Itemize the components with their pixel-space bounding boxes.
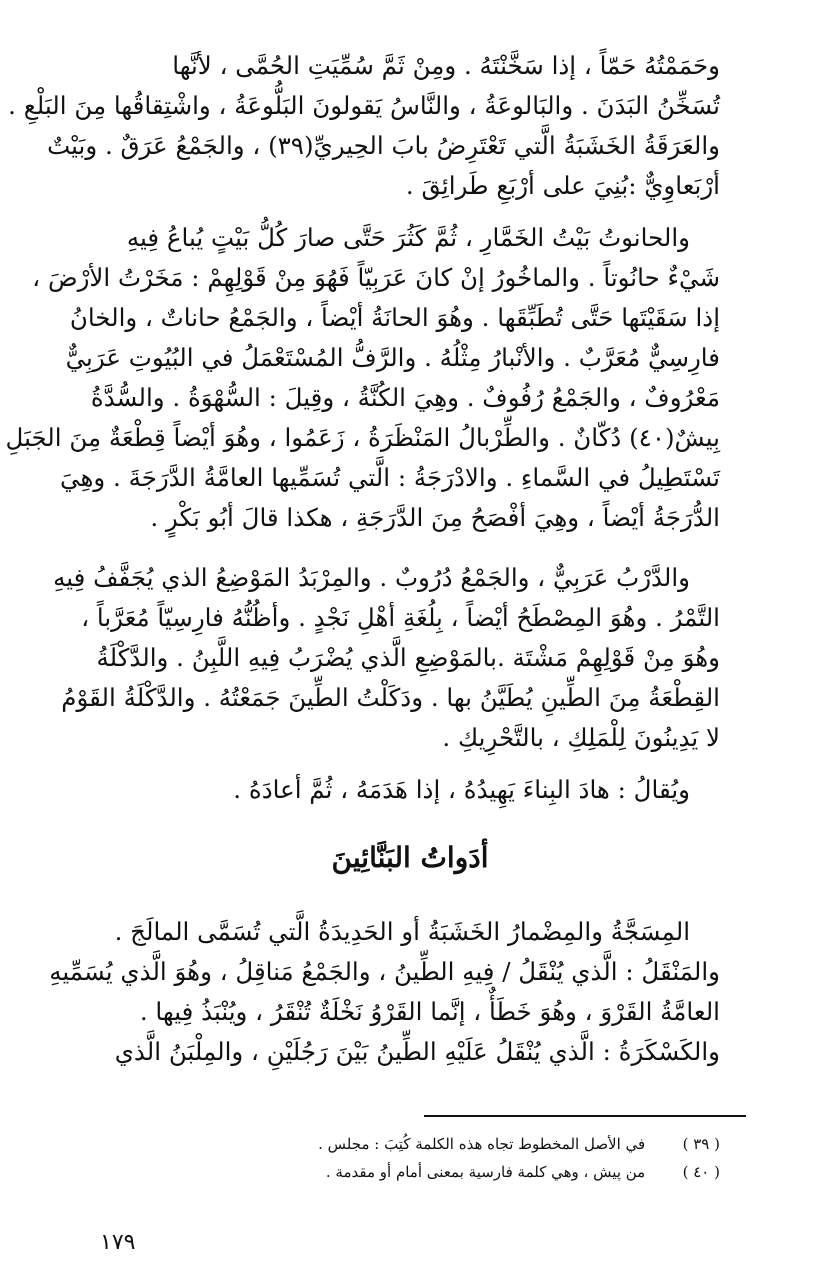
text-line: مَعْرُوفٌ ، والجَمْعُ رُفُوفٌ . وهِيَ الكُنَّةُ ، وقِيلَ : السُّهْوَةُ . والسُّدَّةُ bbox=[90, 383, 720, 412]
text-line: تُسَخِّنُ البَدَنَ . والبَالوعَةُ ، والنَّاسُ يَقولونَ البَلُّوعَةُ ، واشْتِقاقُها مِنَ البَلْعِ . bbox=[8, 91, 720, 120]
text-line: والكَسْكَرَةُ : الَّذي يُنْقَلُ عَلَيْهِ الطِّينُ بَيْنَ رَجُلَيْنِ ، والمِلْبَنُ الَّذي bbox=[114, 1037, 720, 1066]
section-heading: أدَواتُ البَنَّائِينَ bbox=[331, 841, 489, 874]
text-line: وهُوَ مِنْ قَوْلِهِمْ مَشْتَة .بالمَوْضِعِ الَّذي يُضْرَبُ فِيهِ اللَّبِنُ . والدَّكْلَةُ bbox=[96, 643, 720, 672]
text-line: والدَّرْبُ عَرَبِيٌّ ، والجَمْعُ دُرُوبٌ . والمِرْبَدُ المَوْضِعُ الذي يُجَفَّفُ فِيهِ bbox=[53, 563, 690, 592]
text-line: أرْبَعاوِيٌّ :بُنِيَ على أرْبَعِ طَرائِقَ . bbox=[405, 171, 720, 200]
paragraph-4 bbox=[100, 770, 720, 810]
footnote-divider bbox=[424, 1115, 746, 1117]
text-line: فارِسِيٌّ مُعَرَّبٌ . والأنْبارُ مِثْلُهُ . والرَّفُّ المُسْتَعْمَلُ في البُيُوتِ عَرَبِيٌّ bbox=[65, 343, 720, 372]
text-line: شَيْءٌ حانُوتاً . والماخُورُ إنْ كانَ عَرَبِيّاً فَهُوَ مِنْ قَوْلِهِمْ : مَخَرْتُ الأرْضَ ، bbox=[32, 263, 720, 292]
paragraph-1 bbox=[8, 46, 720, 206]
text-line: والحانوتُ بَيْتُ الخَمَّارِ ، ثُمَّ كَثُرَ حَتَّى صارَ كُلُّ بَيْتٍ يُباعُ فِيهِ bbox=[126, 223, 690, 252]
footnote-text: في الأصل المخطوط تجاه هذه الكلمة كُتِبَ : مجلس . bbox=[318, 1135, 646, 1153]
text-line: لا يَدِينُونَ لِلْمَلِكِ ، بالتَّحْرِيكِ . bbox=[442, 723, 720, 752]
footnotes bbox=[300, 1130, 720, 1186]
text-line: الدُّرَجَةُ أيْضاً ، وهِيَ أفْصَحُ مِنَ الدَّرَجَةِ ، هكذا قالَ أبُو بَكْرٍ . bbox=[150, 503, 720, 532]
text-line: التَّمْرُ . وهُوَ المِصْطَحُ أيْضاً ، بِلُغَةِ أهْلِ نَجْدٍ . وأظُنُّهُ فارِسِيّاً مُعَرَّباً ، bbox=[81, 603, 720, 632]
text-line: إذا سَقَيْتَها حَتَّى تُطَبِّقَها . وهُوَ الحانَةُ أيْضاً ، والجَمْعُ حاناتٌ ، والخانُ bbox=[69, 303, 720, 332]
text-line: المِسَجَّةُ والمِضْمارُ الخَشَبَةُ أو الحَدِيدَةُ الَّتي تُسَمَّى المالَجَ . bbox=[114, 917, 690, 946]
page-number: ١٧٩ bbox=[100, 1230, 136, 1255]
text-line: بِيشٌ(٤٠) دُكّانٌ . والطِّرْبالُ المَنْظَرَةُ ، زَعَمُوا ، وهُوَ أيْضاً قِطْعَةٌ مِنَ الجَبَلِ bbox=[5, 423, 720, 452]
text-line: وحَمَمْتُهُ حَمّاً ، إذا سَخَّنْتَهُ . ومِنْ ثَمَّ سُمِّيَتِ الحُمَّى ، لأنَّها bbox=[172, 51, 720, 80]
footnote bbox=[300, 1158, 720, 1186]
footnote-text: من پيش ، وهي كلمة فارسية بمعنى أمام أو مقدمة . bbox=[325, 1163, 646, 1181]
footnote-number: ( ٣٩ ) bbox=[682, 1135, 720, 1153]
text-line: والعَرَقَةُ الخَشَبَةُ الَّتي تَعْتَرِضُ بابَ الحِيريِّ(٣٩) ، والجَمْعُ عَرَقٌ . وبَيْتٌ bbox=[47, 131, 720, 160]
text-line: القِطْعَةُ مِنَ الطِّينِ يُطَيَّنُ بها . ودَكَلْتُ الطِّينَ جَمَعْتُهُ . والدَّكْلَةُ القَوْمُ bbox=[61, 683, 720, 712]
footnote bbox=[300, 1130, 720, 1158]
text-line: العامَّةُ القَرْوَ ، وهُوَ خَطَأٌ ، إنَّما القَرْوُ نَخْلَةٌ تُنْقَرُ ، ويُنْبَذُ فِيها . bbox=[139, 997, 720, 1026]
paragraph-3 bbox=[53, 558, 720, 758]
text-line: ويُقالُ : هادَ البِناءَ يَهِيدُهُ ، إذا هَدَمَهُ ، ثُمَّ أعادَهُ . bbox=[233, 775, 690, 804]
footnote-number: ( ٤٠ ) bbox=[682, 1163, 720, 1181]
text-line: تَسْتَطِيلُ في السَّماءِ . والادْرَجَةُ : الَّتي تُسَمِّيها العامَّةُ الدَّرَجَةَ . وهِيَ bbox=[60, 463, 720, 492]
text-line: والمَنْقَلُ : الَّذي يُنْقَلُ / فِيهِ الطِّينُ ، والجَمْعُ مَناقِلُ ، وهُوَ الَّذي يُسَمِّيهِ bbox=[49, 957, 720, 986]
paragraph-2 bbox=[5, 218, 720, 538]
paragraph-5 bbox=[49, 912, 720, 1072]
